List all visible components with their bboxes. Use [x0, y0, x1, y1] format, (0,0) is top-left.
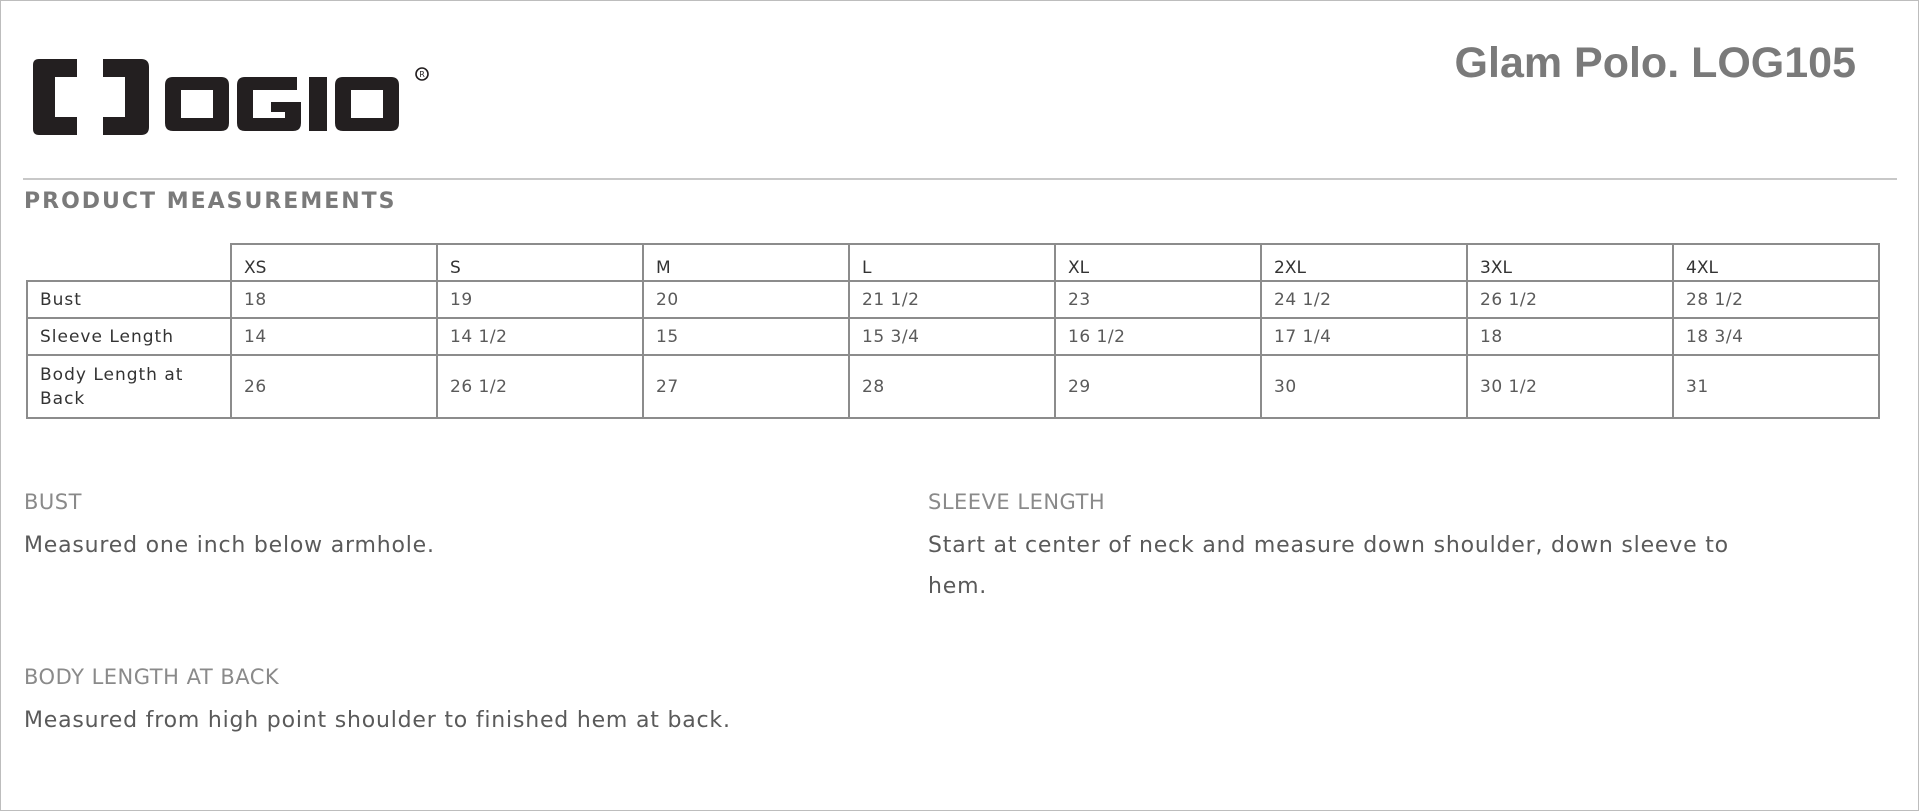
table-cell: 31: [1673, 355, 1879, 418]
size-header-2xl: 2XL: [1261, 244, 1467, 281]
table-row-bust: [27, 281, 1879, 318]
table-cell: 24 1/2: [1261, 281, 1467, 318]
row-label-body-length: Body Length at Back: [27, 355, 231, 418]
table-cell: 16 1/2: [1055, 318, 1261, 355]
size-header-row: [27, 244, 1879, 281]
table-cell: 28: [849, 355, 1055, 418]
measurements-table: [26, 243, 1880, 419]
size-header-l: L: [849, 244, 1055, 281]
size-header-4xl: 4XL: [1673, 244, 1879, 281]
bust-note-title: BUST: [24, 490, 82, 514]
size-header-xs: XS: [231, 244, 437, 281]
size-header-xl: XL: [1055, 244, 1261, 281]
table-cell: 27: [643, 355, 849, 418]
table-cell: 26: [231, 355, 437, 418]
row-label-bust: Bust: [27, 281, 231, 318]
table-cell: 17 1/4: [1261, 318, 1467, 355]
body-length-note-title: BODY LENGTH AT BACK: [24, 665, 280, 689]
logo-letter-i: [309, 77, 327, 131]
table-cell: 30 1/2: [1467, 355, 1673, 418]
table-cell: 14 1/2: [437, 318, 643, 355]
table-cell: 28 1/2: [1673, 281, 1879, 318]
table-cell: 18: [231, 281, 437, 318]
header-divider: [23, 178, 1897, 180]
section-heading: PRODUCT MEASUREMENTS: [24, 189, 397, 214]
body-length-note-text: Measured from high point shoulder to finished hem at back.: [24, 708, 731, 733]
table-corner-cell: [27, 244, 231, 281]
ogio-logo: [31, 57, 431, 137]
logo-letter-o: [165, 77, 229, 131]
table-cell: 23: [1055, 281, 1261, 318]
size-header-m: M: [643, 244, 849, 281]
product-title: Glam Polo. LOG105: [1454, 39, 1856, 87]
logo-letter-o-2: [335, 77, 399, 131]
table-cell: 15: [643, 318, 849, 355]
table-row-body-length: [27, 355, 1879, 418]
table-cell: 26 1/2: [1467, 281, 1673, 318]
table-cell: 29: [1055, 355, 1261, 418]
table-cell: 20: [643, 281, 849, 318]
svg-text:R: R: [419, 70, 425, 79]
table-cell: 18: [1467, 318, 1673, 355]
table-cell: 19: [437, 281, 643, 318]
sleeve-note-title: SLEEVE LENGTH: [928, 490, 1106, 514]
table-cell: 14: [231, 318, 437, 355]
row-label-sleeve-length: Sleeve Length: [27, 318, 231, 355]
logo-letter-g: [237, 77, 301, 131]
table-cell: 18 3/4: [1673, 318, 1879, 355]
table-cell: 26 1/2: [437, 355, 643, 418]
table-cell: 15 3/4: [849, 318, 1055, 355]
logo-bracket-mark-icon: [33, 59, 149, 135]
size-header-3xl: 3XL: [1467, 244, 1673, 281]
bust-note-text: Measured one inch below armhole.: [24, 533, 435, 558]
registered-mark-icon: [416, 68, 428, 80]
table-cell: 30: [1261, 355, 1467, 418]
table-cell: 21 1/2: [849, 281, 1055, 318]
size-header-s: S: [437, 244, 643, 281]
table-row-sleeve-length: [27, 318, 1879, 355]
sleeve-note-text: Start at center of neck and measure down shoulder, down sleeve to hem.: [928, 533, 1729, 599]
